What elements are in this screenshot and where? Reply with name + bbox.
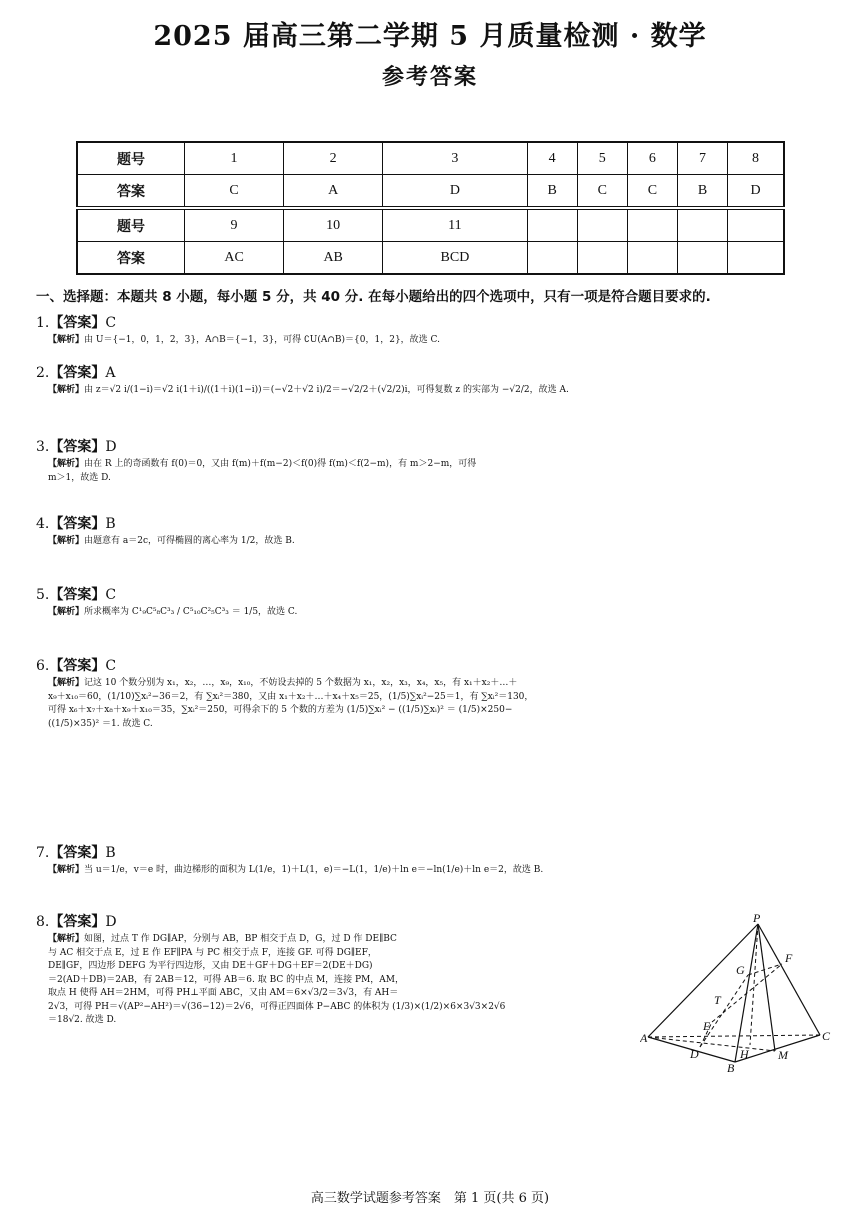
table-cell: D	[728, 175, 784, 209]
analysis-line	[48, 472, 826, 486]
analysis-line	[48, 334, 826, 348]
analysis-text: ＝18√2. 故选 D.	[48, 1015, 117, 1025]
analysis-tag: 【解析】	[48, 865, 85, 875]
question-number: 3.	[36, 439, 50, 455]
table-cell: 6	[627, 142, 677, 175]
row-label: 题号	[77, 142, 185, 175]
table-cell: 4	[527, 142, 577, 175]
table-cell: 9	[185, 208, 284, 242]
analysis-tag: 【解析】	[48, 385, 85, 395]
label-E: E	[703, 1019, 711, 1033]
table-row	[77, 142, 784, 175]
analysis-text: 与 AC 相交于点 E，过 E 作 EF∥PA 与 PC 相交于点 F，连接 GF. 可得 DG∥EF，	[48, 947, 377, 958]
table-cell: 5	[577, 142, 627, 175]
analysis-line	[48, 864, 826, 878]
analysis	[36, 384, 826, 398]
label-B: B	[727, 1061, 735, 1072]
analysis-text: 当 u＝1/e，v＝e 时，曲边梯形的面积为 L(1/e，1)＋L(1，e)＝−L(1，1/e)＋ln e＝−ln(1/e)＋ln e＝2，故选 B.	[84, 865, 544, 875]
table-cell: C	[627, 175, 677, 209]
analysis-tag: 【解析】	[48, 678, 85, 688]
analysis	[36, 864, 826, 878]
analysis-text: 由 z＝√2 i/(1−i)＝√2 i(1＋i)/((1＋i)(1−i))＝(−√2＋√2 i)/2＝−√2/2＋(√2/2)i，可得复数 z 的实部为 −√2/2，故选 A.	[84, 385, 569, 395]
question-solution	[36, 437, 826, 485]
question-number: 4.	[36, 516, 50, 532]
question-number: 2.	[36, 365, 50, 381]
table-cell: D	[383, 175, 527, 209]
analysis-text: x₉＋x₁₀＝60，(1/10)∑xᵢ²−36＝2，有 ∑xᵢ²＝380，又由 x₁＋x₂＋…＋x₄＋x₅＝25，(1/5)∑xᵢ²−25＝1，有 ∑xᵢ²＝130，	[48, 691, 534, 702]
label-G: G	[736, 963, 745, 977]
question-solution	[36, 656, 826, 731]
analysis	[36, 677, 826, 731]
table-cell: B	[527, 175, 577, 209]
table-cell: 8	[728, 142, 784, 175]
analysis-line	[48, 987, 636, 1001]
table-cell	[627, 242, 677, 275]
analysis-line	[48, 1014, 636, 1028]
question-number: 1.	[36, 315, 50, 331]
answer-line	[36, 437, 826, 458]
answer-line	[36, 585, 826, 606]
analysis-text: 如图，过点 T 作 DG∥AP，分别与 AB，BP 相交于点 D，G，过 D 作 DE∥BC	[84, 934, 397, 944]
analysis-line	[48, 691, 826, 705]
row-label: 答案	[77, 175, 185, 209]
tetrahedron-figure	[640, 912, 835, 1072]
question-solution	[36, 313, 826, 348]
label-A: A	[640, 1031, 648, 1045]
label-D: D	[690, 1047, 699, 1061]
answer-tag: 【答案】	[49, 845, 106, 861]
answer-tag: 【答案】	[49, 914, 106, 930]
analysis-tag: 【解析】	[48, 607, 85, 617]
answer-value: C	[105, 658, 117, 674]
table-cell: C	[577, 175, 627, 209]
answer-line	[36, 363, 826, 384]
analysis-text: 由 U＝{−1，0，1，2，3}，A∩B＝{−1，3}，可得 ∁U(A∩B)＝{0，1，2}，故选 C.	[84, 335, 440, 345]
question-solution	[36, 585, 826, 620]
answer-line	[36, 656, 826, 677]
edge-PM	[758, 924, 775, 1051]
question-solution	[36, 843, 826, 878]
analysis	[36, 535, 826, 549]
table-cell: 10	[284, 208, 383, 242]
edge-AM	[648, 1037, 775, 1051]
table-cell: B	[677, 175, 727, 209]
table-cell: 7	[677, 142, 727, 175]
answer-value: A	[105, 365, 116, 381]
analysis-line	[48, 704, 826, 718]
answer-value: D	[105, 914, 117, 930]
analysis-line	[48, 535, 826, 549]
analysis-line	[48, 458, 826, 472]
label-P: P	[753, 912, 761, 925]
table-cell	[728, 208, 784, 242]
analysis-tag: 【解析】	[48, 934, 85, 944]
section-heading: 一、选择题：本题共 8 小题，每小题 5 分，共 40 分. 在每小题给出的四个选项中，只有一项是符合题目要求的.	[36, 289, 711, 305]
table-cell	[527, 208, 577, 242]
label-M: M	[778, 1048, 788, 1062]
question-solution	[36, 514, 826, 549]
analysis-text: 记这 10 个数分别为 x₁，x₂，…，x₉，x₁₀，不妨设去掉的 5 个数据为 x₁，x₂，x₃，x₄，x₅，有 x₁＋x₂＋…＋	[84, 678, 518, 688]
answer-tag: 【答案】	[49, 587, 106, 603]
table-cell	[627, 208, 677, 242]
table-row	[77, 208, 784, 242]
page-subtitle: 参考答案	[381, 64, 478, 90]
answer-line	[36, 313, 826, 334]
answer-value: D	[105, 439, 117, 455]
label-H: H	[740, 1047, 749, 1061]
label-T: T	[714, 993, 721, 1007]
table-cell	[677, 208, 727, 242]
analysis-text: 可得 x₆＋x₇＋x₈＋x₉＋x₁₀＝35，∑xᵢ²＝250，可得余下的 5 个数的方差为 (1/5)∑xᵢ² − ((1/5)∑xᵢ)² ＝ (1/5)×250−	[48, 705, 513, 715]
analysis-text: DE∥GF，四边形 DEFG 为平行四边形，又由 DE＋GF＋DG＋EF＝2(DE＋DG)	[48, 961, 373, 971]
table-cell: C	[185, 175, 284, 209]
analysis-line	[48, 974, 636, 988]
question-number: 7.	[36, 845, 50, 861]
analysis-line	[48, 718, 826, 732]
analysis-text: 由题意有 a＝2c，可得椭圆的离心率为 1/2，故选 B.	[84, 536, 295, 546]
table-cell: 11	[383, 208, 527, 242]
table-cell	[577, 208, 627, 242]
answer-value: B	[105, 516, 116, 532]
answer-table	[76, 141, 785, 275]
question-number: 6.	[36, 658, 50, 674]
answer-tag: 【答案】	[49, 658, 106, 674]
row-label: 题号	[77, 208, 185, 242]
analysis-text: 2√3，可得 PH＝√(AP²−AH²)＝√(36−12)＝2√6，可得正四面体 P−ABC 的体积为 (1/3)×(1/2)×6×3√3×2√6	[48, 1001, 506, 1012]
edge-PC	[758, 924, 820, 1035]
analysis-tag: 【解析】	[48, 459, 85, 469]
analysis-line	[48, 947, 636, 961]
row-label: 答案	[77, 242, 185, 275]
answer-value: C	[105, 587, 117, 603]
analysis	[36, 334, 826, 348]
question-solution	[36, 363, 826, 398]
edge-EF	[712, 964, 782, 1022]
label-C: C	[822, 1029, 831, 1043]
answer-tag: 【答案】	[49, 315, 106, 331]
analysis-text: 取点 H 使得 AH＝2HM，可得 PH⊥平面 ABC，又由 AM＝6×√3/2＝3√3，有 AH＝	[48, 988, 399, 998]
table-cell: 2	[284, 142, 383, 175]
answer-value: B	[105, 845, 116, 861]
question-solution	[36, 912, 636, 1028]
table-cell: BCD	[383, 242, 527, 275]
table-cell	[577, 242, 627, 275]
answer-line	[36, 843, 826, 864]
table-cell: A	[284, 175, 383, 209]
analysis-text: 由在 R 上的奇函数有 f(0)＝0，又由 f(m)＋f(m−2)＜f(0)得 f(m)＜f(2−m)，有 m＞2−m，可得	[84, 459, 477, 469]
analysis-tag: 【解析】	[48, 536, 85, 546]
analysis-line	[48, 606, 826, 620]
analysis-line	[48, 960, 636, 974]
table-cell	[527, 242, 577, 275]
analysis-line	[48, 933, 636, 947]
page-title: 2025 届高三第二学期 5 月质量检测 · 数学	[153, 21, 707, 52]
table-cell	[728, 242, 784, 275]
table-cell	[677, 242, 727, 275]
question-number: 5.	[36, 587, 50, 603]
answer-line	[36, 912, 636, 933]
analysis-line	[48, 1001, 636, 1015]
table-cell: 3	[383, 142, 527, 175]
answer-tag: 【答案】	[49, 439, 106, 455]
edge-AC	[648, 1035, 820, 1037]
analysis-tag: 【解析】	[48, 335, 85, 345]
table-row	[77, 242, 784, 275]
table-cell: 1	[185, 142, 284, 175]
analysis-text: m＞1，故选 D.	[48, 472, 111, 483]
analysis-text: ＝2(AD＋DB)＝2AB，有 2AB＝12，可得 AB＝6. 取 BC 的中点 M，连接 PM，AM，	[48, 974, 405, 985]
analysis-text: ((1/5)×35)² ＝1. 故选 C.	[48, 718, 153, 729]
answer-value: C	[105, 315, 117, 331]
question-number: 8.	[36, 914, 50, 930]
table-cell: AC	[185, 242, 284, 275]
analysis-text: 所求概率为 C¹₉C⁵₈C³₃ / C⁵₁₀C²₅C³₃ ＝ 1/5，故选 C.	[84, 607, 298, 617]
table-cell: AB	[284, 242, 383, 275]
analysis-line	[48, 677, 826, 691]
answer-tag: 【答案】	[49, 365, 106, 381]
label-F: F	[785, 951, 793, 965]
analysis-line	[48, 384, 826, 398]
analysis	[36, 606, 826, 620]
answer-tag: 【答案】	[49, 516, 106, 532]
analysis	[36, 933, 636, 1028]
answer-line	[36, 514, 826, 535]
page-footer: 高三数学试题参考答案 第 1 页(共 6 页)	[310, 1191, 550, 1206]
analysis	[36, 458, 826, 485]
table-row	[77, 175, 784, 209]
